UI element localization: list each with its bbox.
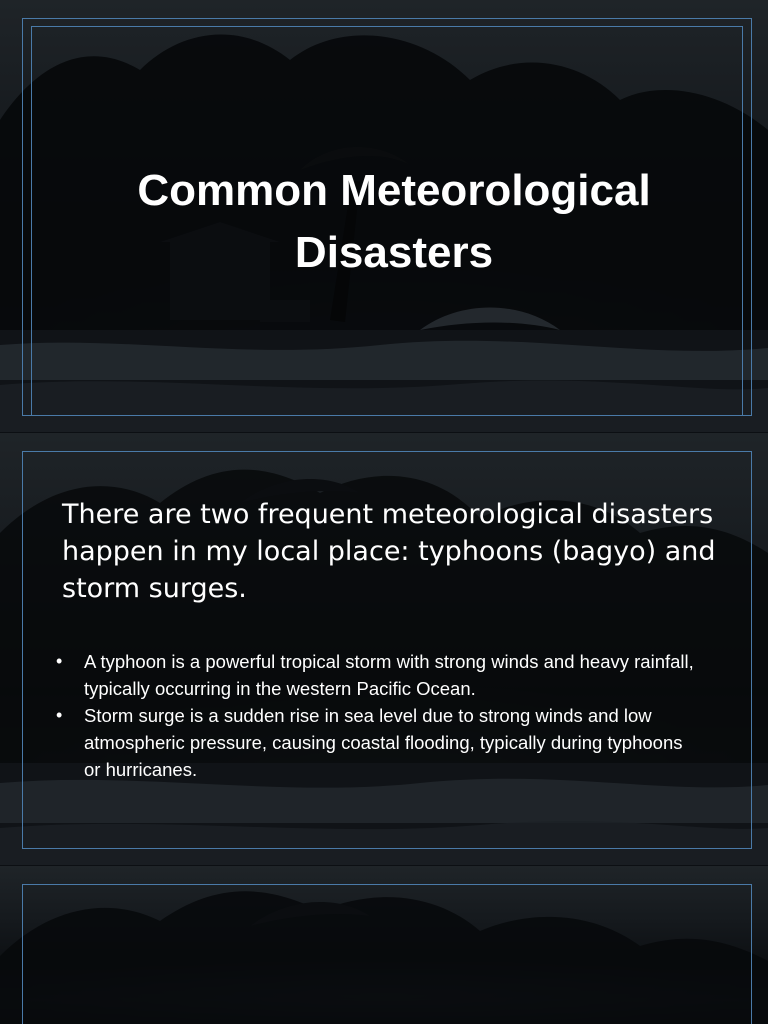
slide-1[interactable] (0, 0, 768, 432)
slide-3[interactable] (0, 866, 768, 1024)
list-item (50, 648, 700, 702)
intro-paragraph: There are two frequent meteorological disasters happen in my local place: typhoons (bagyo) and storm surges. (62, 499, 716, 604)
bullet-text: A typhoon is a powerful tropical storm with strong winds and heavy rainfall, typically occurring in the western Pacific Ocean. (84, 651, 694, 699)
slide-title: Common Meteorological Disasters (137, 166, 651, 277)
list-item (50, 702, 700, 783)
slide-frame (22, 884, 752, 1024)
bullet-icon: • (56, 705, 63, 725)
slide-2[interactable] (0, 433, 768, 865)
bullet-icon: • (56, 651, 63, 671)
bullet-list (50, 648, 700, 783)
bullet-text: Storm surge is a sudden rise in sea level due to strong winds and low atmospheric pressure, causing coastal flooding, typically during typhoons or hurricanes. (84, 705, 683, 780)
